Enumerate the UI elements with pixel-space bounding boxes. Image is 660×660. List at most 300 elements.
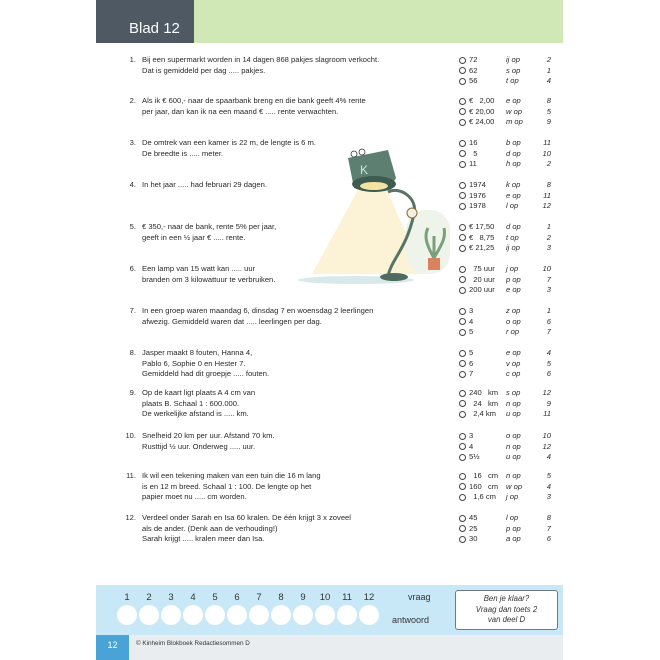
radio-circle-icon[interactable]	[459, 473, 466, 480]
answer-option[interactable]	[459, 431, 563, 442]
option-value: 240 km	[469, 388, 499, 397]
radio-circle-icon[interactable]	[459, 443, 466, 450]
question-line: Sarah krijgt ..... kralen meer dan Isa.	[142, 534, 265, 543]
option-code-letter: t op	[506, 76, 519, 85]
option-value: 30	[469, 534, 478, 543]
option-value: € 20,00	[469, 106, 495, 116]
radio-circle-icon[interactable]	[459, 350, 466, 357]
question-number: 1.	[129, 55, 136, 64]
question-line: In een groep waren maandag 6, dinsdag 7 en woensdag 2 leerlingen	[142, 306, 374, 315]
radio-circle-icon[interactable]	[459, 308, 466, 315]
answer-option[interactable]	[459, 233, 563, 244]
question-text	[142, 471, 442, 503]
question-line: De omtrek van een kamer is 22 m, de lengte is 6 m.	[142, 138, 316, 147]
option-code	[506, 482, 551, 493]
option-code-letter: j op	[506, 492, 519, 501]
option-code	[506, 524, 551, 535]
radio-circle-icon[interactable]	[459, 140, 466, 147]
question-line: De breedte is ..... meter.	[142, 148, 224, 158]
option-code-letter: ij op	[506, 243, 520, 252]
option-value: 3	[469, 306, 474, 315]
svg-text:K: K	[360, 163, 369, 177]
answer-options	[459, 388, 563, 420]
question-line: Dat is gemiddeld per dag ..... pakjes.	[142, 65, 266, 75]
radio-circle-icon[interactable]	[459, 360, 466, 367]
option-code	[506, 55, 551, 66]
question-line: Snelheid 20 km per uur. Afstand 70 km.	[142, 431, 275, 440]
option-value: € 21,25	[469, 243, 495, 252]
option-code-number: 7	[546, 327, 551, 336]
option-code-number: 10	[542, 264, 551, 273]
option-code-letter: n op	[506, 441, 521, 451]
option-value: 72	[469, 55, 478, 64]
option-value: 2,4 km	[469, 409, 497, 418]
answer-option[interactable]	[459, 222, 563, 233]
question-line: is en 12 m breed. Schaal 1 : 100. De lengte op het	[142, 481, 312, 491]
question-line: Pablo 6, Sophie 0 en Hester 7.	[142, 358, 246, 368]
question-text	[142, 388, 442, 420]
option-code-letter: j op	[506, 264, 519, 273]
option-value: 1978	[469, 201, 486, 210]
option-code-number: 10	[542, 431, 551, 440]
option-code	[506, 327, 551, 338]
radio-circle-icon[interactable]	[459, 287, 466, 294]
option-code	[506, 317, 551, 328]
option-code-letter: l op	[506, 513, 519, 522]
option-code-letter: n op	[506, 398, 521, 408]
answer-option[interactable]	[459, 399, 563, 410]
question-line: Bij een supermarkt worden in 14 dagen 868 pakjes slagroom verkocht.	[142, 55, 380, 64]
page-number-badge: 12	[96, 635, 129, 660]
answer-options	[459, 96, 563, 128]
answer-options	[459, 264, 563, 296]
option-value: 75 uur	[469, 264, 495, 273]
answer-option[interactable]	[459, 442, 563, 453]
radio-circle-icon[interactable]	[459, 266, 466, 273]
antwoord-label: antwoord	[392, 615, 430, 625]
header-tab	[96, 0, 194, 43]
answer-circle[interactable]	[117, 605, 137, 625]
radio-circle-icon[interactable]	[459, 150, 466, 157]
answer-option[interactable]	[459, 159, 563, 170]
option-code-number: 9	[546, 398, 551, 408]
answer-options	[459, 180, 563, 212]
option-code	[506, 222, 551, 233]
radio-circle-icon[interactable]	[459, 433, 466, 440]
answer-option[interactable]	[459, 348, 563, 359]
option-code	[506, 513, 551, 524]
radio-circle-icon[interactable]	[459, 67, 466, 74]
option-code	[506, 442, 551, 453]
option-code-number: 8	[546, 96, 551, 105]
option-code-number: 7	[546, 274, 551, 284]
ready-line: Ben je klaar?	[483, 594, 530, 603]
answer-circle[interactable]	[359, 605, 379, 625]
radio-circle-icon[interactable]	[459, 78, 466, 85]
footer-bar	[96, 635, 563, 660]
option-value: 4	[469, 441, 474, 451]
option-code-number: 1	[546, 65, 551, 75]
question-number: 2.	[129, 96, 136, 105]
answer-option[interactable]	[459, 66, 563, 77]
option-code-letter: w op	[506, 481, 523, 491]
answer-number: 1	[124, 592, 130, 603]
option-value: € 8,75	[469, 232, 495, 242]
answer-option[interactable]	[459, 107, 563, 118]
radio-circle-icon[interactable]	[459, 525, 466, 532]
question-number: 9.	[129, 388, 136, 397]
option-code-number: 6	[546, 316, 551, 326]
answer-number: 7	[256, 592, 262, 603]
option-code	[506, 348, 551, 359]
option-value: 1974	[469, 180, 486, 189]
ready-box	[455, 590, 558, 630]
radio-circle-icon[interactable]	[459, 108, 466, 115]
option-code	[506, 243, 551, 254]
question-number: 3.	[129, 138, 136, 147]
option-code	[506, 159, 551, 170]
radio-circle-icon[interactable]	[459, 224, 466, 231]
option-code	[506, 452, 551, 463]
answer-option[interactable]	[459, 524, 563, 535]
answer-option[interactable]	[459, 359, 563, 370]
radio-circle-icon[interactable]	[459, 536, 466, 543]
option-code	[506, 275, 551, 286]
radio-circle-icon[interactable]	[459, 454, 466, 461]
option-code-letter: p op	[506, 274, 521, 284]
page-title: Blad 12	[129, 20, 180, 37]
answer-option[interactable]	[459, 388, 563, 399]
option-value: 6	[469, 358, 474, 368]
option-code-number: 5	[546, 358, 551, 368]
question-number: 7.	[129, 306, 136, 315]
answer-number: 4	[190, 592, 196, 603]
option-code-letter: n op	[506, 471, 521, 480]
option-code	[506, 76, 551, 87]
option-code-number: 8	[546, 180, 551, 189]
option-code-letter: p op	[506, 523, 521, 533]
option-code-letter: s op	[506, 65, 521, 75]
radio-circle-icon[interactable]	[459, 161, 466, 168]
answer-option[interactable]	[459, 534, 563, 545]
question-line: In het jaar ..... had februari 29 dagen.	[142, 180, 267, 189]
desk-lamp-illustration	[296, 140, 456, 290]
answer-option[interactable]	[459, 76, 563, 87]
radio-circle-icon[interactable]	[459, 192, 466, 199]
answer-option[interactable]	[459, 149, 563, 160]
answer-option[interactable]	[459, 409, 563, 420]
option-value: 160 cm	[469, 481, 499, 491]
radio-circle-icon[interactable]	[459, 515, 466, 522]
option-code-letter: e op	[506, 96, 521, 105]
answer-circle[interactable]	[227, 605, 247, 625]
ready-line: Vraag dan toets 2	[475, 604, 538, 614]
option-code-number: 11	[543, 409, 551, 418]
footer-copyright: © Kinheim Blokboek Redactiesommen D	[136, 640, 250, 647]
question-text	[142, 513, 442, 545]
option-code	[506, 107, 551, 118]
question-line: Jasper maakt 8 fouten, Hanna 4,	[142, 348, 253, 357]
option-code-number: 12	[542, 441, 551, 451]
answer-number: 11	[342, 592, 352, 603]
answer-option[interactable]	[459, 317, 563, 328]
option-value: 1,6 cm	[469, 492, 497, 501]
option-code-number: 3	[546, 492, 551, 501]
question-line: plaats B. Schaal 1 : 600.000.	[142, 398, 240, 408]
question-line: papier moet nu ..... cm worden.	[142, 492, 247, 501]
option-code	[506, 306, 551, 317]
option-code-letter: v op	[506, 358, 521, 368]
radio-circle-icon[interactable]	[459, 234, 466, 241]
radio-circle-icon[interactable]	[459, 329, 466, 336]
option-value: 7	[469, 369, 474, 378]
option-value: 56	[469, 76, 478, 85]
vraag-label: vraag	[408, 592, 431, 602]
answer-option[interactable]	[459, 55, 563, 66]
answer-number: 5	[212, 592, 218, 603]
question-number: 11.	[126, 471, 136, 480]
question-text	[142, 96, 442, 117]
option-code-letter: u op	[506, 452, 521, 461]
question-line: Op de kaart ligt plaats A 4 cm van	[142, 388, 256, 397]
radio-circle-icon[interactable]	[459, 203, 466, 210]
question-line: De werkelijke afstand is ..... km.	[142, 409, 249, 418]
answer-options	[459, 138, 563, 170]
answer-option[interactable]	[459, 264, 563, 275]
option-value: 20 uur	[469, 274, 495, 284]
option-code-number: 1	[546, 222, 551, 231]
option-value: 3	[469, 431, 474, 440]
option-value: 16	[469, 138, 478, 147]
radio-circle-icon[interactable]	[459, 400, 466, 407]
radio-circle-icon[interactable]	[459, 411, 466, 418]
option-value: 11	[469, 159, 477, 168]
option-value: 4	[469, 316, 474, 326]
question-text	[142, 348, 442, 380]
option-code	[506, 233, 551, 244]
option-value: 45	[469, 513, 478, 522]
answer-option[interactable]	[459, 513, 563, 524]
ready-line: van deel D	[487, 615, 526, 624]
answer-circle[interactable]	[337, 605, 357, 625]
option-code-letter: r op	[506, 327, 520, 336]
answer-option[interactable]	[459, 285, 563, 296]
answer-option[interactable]	[459, 306, 563, 317]
option-code-letter: u op	[506, 409, 521, 418]
question-line: Als ik € 600,- naar de spaarbank breng en die bank geeft 4% rente	[142, 96, 366, 105]
option-code-letter: e op	[506, 190, 521, 200]
option-value: 5	[469, 348, 474, 357]
option-code	[506, 369, 551, 380]
option-code-number: 2	[546, 159, 551, 168]
option-code-number: 7	[546, 523, 551, 533]
question-line: geeft in een ½ jaar € ..... rente.	[142, 232, 246, 242]
option-code-number: 4	[546, 481, 551, 491]
option-code-letter: z op	[506, 306, 521, 315]
option-code-letter: k op	[506, 180, 521, 189]
option-code-letter: o op	[506, 316, 521, 326]
radio-circle-icon[interactable]	[459, 57, 466, 64]
answer-number: 3	[168, 592, 174, 603]
answer-options	[459, 55, 563, 87]
option-code-number: 2	[546, 232, 551, 242]
option-code-number: 5	[546, 106, 551, 116]
answer-circle[interactable]	[271, 605, 291, 625]
answer-option[interactable]	[459, 96, 563, 107]
answer-circle[interactable]	[293, 605, 313, 625]
radio-circle-icon[interactable]	[459, 318, 466, 325]
option-code-letter: l op	[506, 201, 519, 210]
option-code	[506, 359, 551, 370]
answer-options	[459, 348, 563, 380]
question-number: 4.	[129, 180, 136, 189]
question-line: Ik wil een tekening maken van een tuin die 16 m lang	[142, 471, 321, 480]
option-code-number: 9	[546, 117, 551, 126]
option-code-number: 4	[546, 76, 551, 85]
option-code-number: 6	[546, 369, 551, 378]
radio-circle-icon[interactable]	[459, 276, 466, 283]
option-code-number: 10	[542, 148, 551, 158]
answer-option[interactable]	[459, 243, 563, 254]
answer-number: 2	[146, 592, 152, 603]
option-code-letter: o op	[506, 431, 521, 440]
option-code	[506, 264, 551, 275]
option-code	[506, 534, 551, 545]
answer-option[interactable]	[459, 275, 563, 286]
question-number: 12.	[125, 513, 136, 522]
option-value: 25	[469, 523, 478, 533]
option-code-number: 3	[546, 243, 551, 252]
answer-circle[interactable]	[249, 605, 269, 625]
option-value: € 17,50	[469, 222, 495, 231]
option-code	[506, 96, 551, 107]
radio-circle-icon[interactable]	[459, 494, 466, 501]
option-value: € 24,00	[469, 117, 495, 126]
option-code	[506, 66, 551, 77]
option-code-letter: c op	[506, 369, 521, 378]
answer-number: 8	[278, 592, 284, 603]
option-code-number: 5	[546, 471, 551, 480]
option-code-number: 2	[546, 55, 551, 64]
question-number: 8.	[129, 348, 136, 357]
answer-option[interactable]	[459, 180, 563, 191]
answer-circle[interactable]	[315, 605, 335, 625]
worksheet-page	[96, 0, 563, 660]
answer-option[interactable]	[459, 117, 563, 128]
radio-circle-icon[interactable]	[459, 371, 466, 378]
question-line: Verdeel onder Sarah en Isa 60 kralen. De één krijgt 3 x zoveel	[142, 513, 351, 522]
option-code	[506, 492, 551, 503]
question-line: Een lamp van 15 watt kan ..... uur	[142, 264, 256, 273]
option-code-letter: d op	[506, 222, 521, 231]
question-line: Rusttijd ½ uur. Onderweg ..... uur.	[142, 441, 256, 451]
answer-option[interactable]	[459, 191, 563, 202]
option-code-letter: b op	[506, 138, 521, 147]
answer-option[interactable]	[459, 201, 563, 212]
option-code	[506, 399, 551, 410]
answer-circle[interactable]	[183, 605, 203, 625]
option-code-number: 6	[546, 534, 551, 543]
answer-options	[459, 471, 563, 503]
question-line: branden om 3 kilowattuur te verbruiken.	[142, 274, 276, 284]
option-value: 62	[469, 65, 478, 75]
answer-option[interactable]	[459, 138, 563, 149]
option-value: 5½	[469, 452, 480, 461]
option-value: 16 cm	[469, 471, 499, 480]
option-code-letter: s op	[506, 388, 521, 397]
radio-circle-icon[interactable]	[459, 483, 466, 490]
option-code	[506, 180, 551, 191]
option-code-number: 4	[546, 452, 551, 461]
answer-option[interactable]	[459, 471, 563, 482]
question-line: als de ander. (Denk aan de verhouding!)	[142, 523, 278, 533]
option-code-number: 12	[542, 201, 551, 210]
answer-number: 6	[234, 592, 240, 603]
option-code	[506, 201, 551, 212]
option-code	[506, 388, 551, 399]
option-code	[506, 409, 551, 420]
answer-circle[interactable]	[139, 605, 159, 625]
option-value: 1976	[469, 190, 486, 200]
option-code-letter: m op	[506, 117, 523, 126]
option-code	[506, 431, 551, 442]
option-value: 24 km	[469, 398, 499, 408]
answer-number: 12	[363, 592, 375, 603]
radio-circle-icon[interactable]	[459, 98, 466, 105]
answer-number: 9	[300, 592, 306, 603]
option-code-letter: t op	[506, 232, 519, 242]
answer-option[interactable]	[459, 492, 563, 503]
answer-circle[interactable]	[161, 605, 181, 625]
option-value: 5	[469, 148, 478, 158]
answer-option[interactable]	[459, 327, 563, 338]
option-code-letter: h op	[506, 159, 521, 168]
option-code-number: 3	[546, 285, 551, 294]
option-code	[506, 471, 551, 482]
radio-circle-icon[interactable]	[459, 245, 466, 252]
question-number: 10.	[125, 431, 136, 440]
answer-option[interactable]	[459, 452, 563, 463]
answer-option[interactable]	[459, 482, 563, 493]
option-value: € 2,00	[469, 96, 495, 105]
option-code	[506, 285, 551, 296]
answer-options	[459, 306, 563, 338]
question-number: 5.	[129, 222, 136, 231]
option-code-number: 12	[542, 388, 551, 397]
question-line: Gemiddeld had dit groepje ..... fouten.	[142, 369, 270, 378]
answer-options	[459, 222, 563, 254]
answer-options	[459, 431, 563, 463]
option-code-letter: w op	[506, 106, 523, 116]
option-code-letter: e op	[506, 348, 521, 357]
answer-circle[interactable]	[205, 605, 225, 625]
answer-options	[459, 513, 563, 545]
option-code-number: 4	[546, 348, 551, 357]
question-text	[142, 306, 442, 327]
question-number: 6.	[129, 264, 136, 273]
option-code-number: 11	[543, 138, 551, 147]
option-value: 5	[469, 327, 474, 336]
answer-number: 10	[319, 592, 331, 603]
option-code-number: 11	[543, 190, 551, 200]
option-code-letter: a op	[506, 534, 521, 543]
radio-circle-icon[interactable]	[459, 119, 466, 126]
radio-circle-icon[interactable]	[459, 390, 466, 397]
option-code-letter: ij op	[506, 55, 520, 64]
option-code-letter: e op	[506, 285, 521, 294]
radio-circle-icon[interactable]	[459, 182, 466, 189]
answer-option[interactable]	[459, 369, 563, 380]
